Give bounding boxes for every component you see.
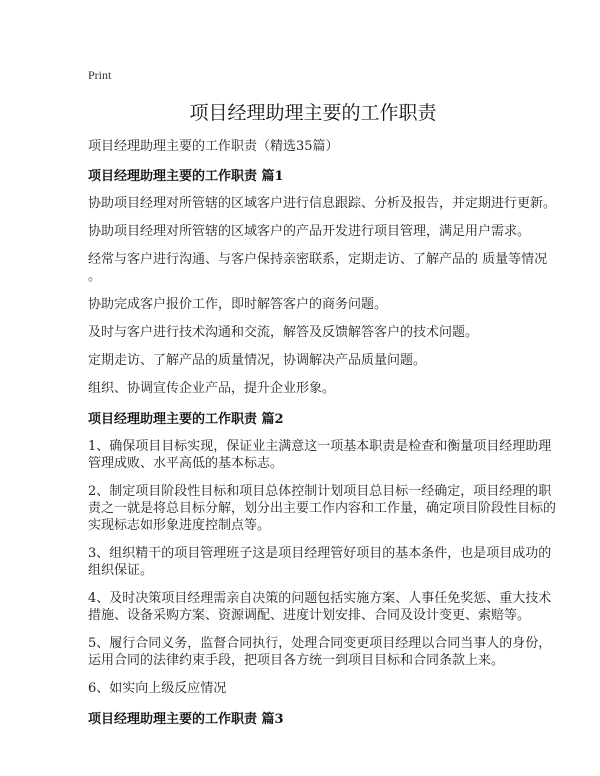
paragraph xyxy=(88,296,538,313)
paragraph-line: 协助项目经理对所管辖的区域客户的产品开发进行项目管理，满足用户需求。 xyxy=(88,224,531,239)
section-heading: 项目经理助理主要的工作职责 篇2 xyxy=(88,412,284,427)
paragraph xyxy=(88,352,538,369)
paragraph-line: 协助完成客户报价工作，即时解答客户的商务问题。 xyxy=(88,297,388,312)
paragraph-line: 2、制定项目阶段性目标和项目总体控制计划项目总目标一经确定，项目经理的职 xyxy=(88,484,552,499)
paragraph-line: 3、组织精干的项目管理班子这是项目经理管好项目的基本条件，也是项目成功的 xyxy=(88,546,552,561)
paragraph-line: 定期走访、了解产品的质量情况，协调解决产品质量问题。 xyxy=(88,353,427,368)
print-label: Print xyxy=(88,68,112,82)
paragraph xyxy=(88,680,538,697)
paragraph-line: 措施、设备采购方案、资源调配、进度计划安排、合同及设计变更、索赔等。 xyxy=(88,608,531,623)
paragraph-line: 运用合同的法律约束手段，把项目各方统一到项目目标和合同条款上来。 xyxy=(88,653,505,668)
paragraph-line: 1、确保项目目标实现，保证业主满意这一项基本职责是检查和衡量项目经理助理 xyxy=(88,439,552,454)
paragraph-line: 责之一就是将总目标分解，划分出主要工作内容和工作量，确定项目阶段性目标的 xyxy=(88,501,557,516)
document xyxy=(88,68,557,738)
paragraph-line: 组织保证。 xyxy=(88,563,154,578)
paragraph xyxy=(88,251,548,285)
paragraph-line: 。 xyxy=(88,269,102,284)
paragraph xyxy=(88,438,552,472)
paragraph xyxy=(88,223,538,240)
paragraph xyxy=(88,590,552,624)
paragraph-line: 实现标志如形象进度控制点等。 xyxy=(88,518,271,533)
page-title: 项目经理助理主要的工作职责 xyxy=(189,102,437,124)
paragraph xyxy=(88,324,538,341)
paragraph xyxy=(88,380,538,397)
section-heading: 项目经理助理主要的工作职责 篇3 xyxy=(88,712,284,727)
section-heading: 项目经理助理主要的工作职责 篇1 xyxy=(88,169,284,184)
paragraph-line: 组织、协调宣传企业产品，提升企业形象。 xyxy=(88,381,336,396)
paragraph-line: 协助项目经理对所管辖的区域客户进行信息跟踪、分析及报告，并定期进行更新。 xyxy=(88,196,557,211)
paragraph xyxy=(88,483,557,534)
subtitle: 项目经理助理主要的工作职责（精选35篇） xyxy=(88,139,339,154)
paragraph-line: 6、如实向上级反应情况 xyxy=(88,681,227,696)
paragraph xyxy=(88,195,557,212)
paragraph xyxy=(88,545,552,579)
sections xyxy=(88,165,557,727)
paragraph-line: 4、及时决策项目经理需亲自决策的问题包括实施方案、人事任免奖惩、重大技术 xyxy=(88,591,552,606)
paragraph-line: 经常与客户进行沟通、与客户保持亲密联系，定期走访、了解产品的 质量等情况 xyxy=(88,252,548,267)
paragraph-line: 5、履行合同义务，监督合同执行，处理合同变更项目经理以合同当事人的身份， xyxy=(88,636,552,651)
paragraph-line: 管理成败、水平高低的基本标志。 xyxy=(88,456,284,471)
paragraph-line: 及时与客户进行技术沟通和交流，解答及反馈解答客户的技术问题。 xyxy=(88,325,479,340)
paragraph xyxy=(88,635,552,669)
